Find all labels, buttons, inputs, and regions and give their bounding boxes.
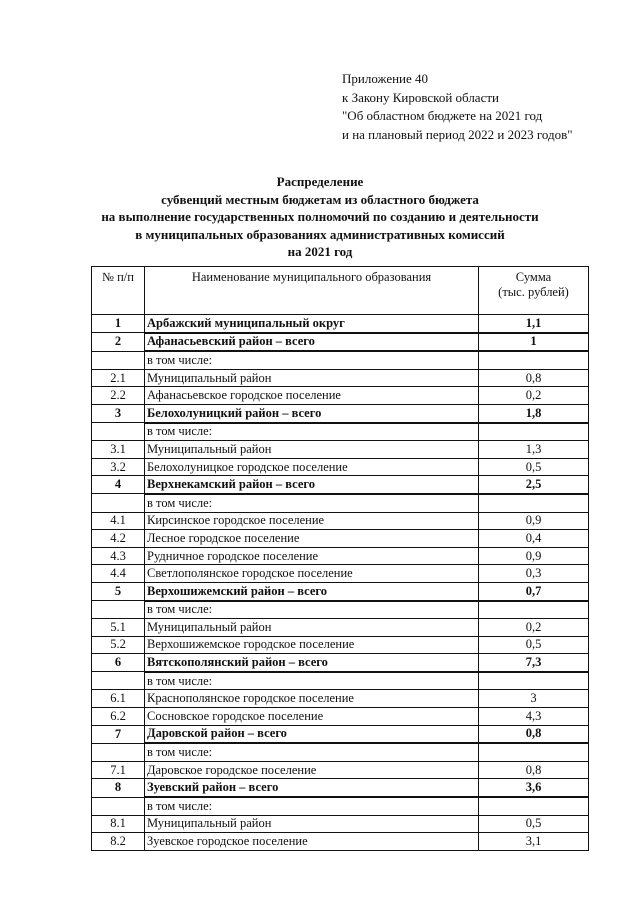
row-name: в том числе: — [145, 672, 479, 690]
row-number: 6.1 — [92, 690, 145, 708]
row-name: Сосновское городское поселение — [145, 708, 479, 726]
row-number: 4.4 — [92, 565, 145, 583]
row-name: Афанасьевский район – всего — [145, 333, 479, 352]
row-sum: 0,5 — [479, 458, 589, 476]
table-row — [92, 761, 589, 779]
title-line: Распределение — [276, 174, 364, 189]
row-name: Даровское городское поселение — [145, 761, 479, 779]
table-row — [92, 743, 589, 761]
row-number: 3 — [92, 404, 145, 422]
row-sum: 0,2 — [479, 619, 589, 637]
row-name: Зуевское городское поселение — [145, 833, 479, 851]
row-sum — [479, 672, 589, 690]
row-name: Светлополянское городское поселение — [145, 565, 479, 583]
row-number — [92, 797, 145, 815]
row-number — [92, 672, 145, 690]
row-name: Вятскополянский район – всего — [145, 654, 479, 672]
row-name: в том числе: — [145, 423, 479, 441]
row-sum: 3,1 — [479, 833, 589, 851]
table-row — [92, 476, 589, 494]
row-number: 8 — [92, 779, 145, 797]
row-name: Рудничное городское поселение — [145, 547, 479, 565]
row-number: 8.2 — [92, 833, 145, 851]
table-row — [92, 725, 589, 743]
header-sum — [479, 267, 589, 315]
row-number — [92, 351, 145, 369]
row-number: 8.1 — [92, 815, 145, 833]
table-row — [92, 708, 589, 726]
row-name: Муниципальный район — [145, 619, 479, 637]
table-row — [92, 369, 589, 387]
row-number: 2 — [92, 333, 145, 352]
row-sum: 0,7 — [479, 582, 589, 600]
row-number: 3.2 — [92, 458, 145, 476]
table-row — [92, 654, 589, 672]
row-name: Муниципальный район — [145, 369, 479, 387]
table-row — [92, 458, 589, 476]
table-row — [92, 582, 589, 600]
row-number: 4.1 — [92, 512, 145, 530]
table-row — [92, 636, 589, 654]
annex-reference — [342, 70, 573, 144]
title-line: на 2021 год — [287, 244, 353, 259]
row-number: 4 — [92, 476, 145, 494]
row-name: Кирсинское городское поселение — [145, 512, 479, 530]
table-row — [92, 833, 589, 851]
row-sum: 1 — [479, 333, 589, 352]
table-row — [92, 315, 589, 333]
table-row — [92, 565, 589, 583]
distribution-table — [91, 266, 589, 851]
annex-line: и на плановый период 2022 и 2023 годов" — [342, 126, 573, 142]
row-sum — [479, 423, 589, 441]
row-sum: 0,8 — [479, 761, 589, 779]
row-number: 3.1 — [92, 441, 145, 459]
row-sum: 7,3 — [479, 654, 589, 672]
row-sum: 1,8 — [479, 404, 589, 422]
row-name: в том числе: — [145, 797, 479, 815]
row-name: Белохолуницкое городское поселение — [145, 458, 479, 476]
row-number: 5.2 — [92, 636, 145, 654]
row-number — [92, 494, 145, 512]
table-header-row — [92, 267, 589, 315]
row-name: Верхошижемское городское поселение — [145, 636, 479, 654]
annex-line: Приложение 40 — [342, 71, 429, 86]
table-row — [92, 512, 589, 530]
row-sum: 0,4 — [479, 530, 589, 548]
row-name: в том числе: — [145, 601, 479, 619]
table-body — [92, 315, 589, 851]
table-row — [92, 690, 589, 708]
row-sum — [479, 601, 589, 619]
row-number: 4.2 — [92, 530, 145, 548]
annex-line: "Об областном бюджете на 2021 год — [342, 108, 543, 123]
row-number: 6.2 — [92, 708, 145, 726]
row-number: 7 — [92, 725, 145, 743]
row-sum: 0,5 — [479, 815, 589, 833]
row-sum — [479, 797, 589, 815]
row-sum: 3,6 — [479, 779, 589, 797]
row-number: 2.2 — [92, 387, 145, 405]
header-name: Наименование муниципального образования — [145, 267, 479, 315]
row-sum: 2,5 — [479, 476, 589, 494]
row-sum: 0,5 — [479, 636, 589, 654]
row-number: 5 — [92, 582, 145, 600]
row-number: 4.3 — [92, 547, 145, 565]
row-number: 1 — [92, 315, 145, 333]
row-name: Белохолуницкий район – всего — [145, 404, 479, 422]
row-name: Арбажский муниципальный округ — [145, 315, 479, 333]
table-row — [92, 547, 589, 565]
table-row — [92, 423, 589, 441]
row-sum: 0,2 — [479, 387, 589, 405]
row-sum: 1,3 — [479, 441, 589, 459]
header-sum-line: Сумма — [515, 270, 552, 284]
title-line: субвенций местным бюджетам из областного бюджета — [161, 191, 479, 207]
row-number — [92, 743, 145, 761]
row-sum: 0,3 — [479, 565, 589, 583]
row-sum — [479, 351, 589, 369]
row-number: 5.1 — [92, 619, 145, 637]
row-name: Верхнекамский район – всего — [145, 476, 479, 494]
header-number: № п/п — [92, 267, 145, 315]
row-number: 7.1 — [92, 761, 145, 779]
row-number: 2.1 — [92, 369, 145, 387]
row-name: в том числе: — [145, 494, 479, 512]
row-sum: 0,9 — [479, 547, 589, 565]
row-name: Афанасьевское городское поселение — [145, 387, 479, 405]
row-number: 6 — [92, 654, 145, 672]
table-row — [92, 404, 589, 422]
title-line: на выполнение государственных полномочий по созданию и деятельности — [101, 209, 539, 224]
row-sum: 4,3 — [479, 708, 589, 726]
table-row — [92, 530, 589, 548]
table-row — [92, 779, 589, 797]
table-row — [92, 494, 589, 512]
row-number — [92, 601, 145, 619]
row-name: Даровской район – всего — [145, 725, 479, 743]
row-sum: 1,1 — [479, 315, 589, 333]
row-sum: 0,9 — [479, 512, 589, 530]
row-name: Зуевский район – всего — [145, 779, 479, 797]
row-name: Краснополянское городское поселение — [145, 690, 479, 708]
table-row — [92, 619, 589, 637]
table-row — [92, 387, 589, 405]
table-row — [92, 797, 589, 815]
row-name: Муниципальный район — [145, 441, 479, 459]
row-number — [92, 423, 145, 441]
table-row — [92, 672, 589, 690]
row-name: Муниципальный район — [145, 815, 479, 833]
table-row — [92, 815, 589, 833]
row-sum — [479, 743, 589, 761]
table-row — [92, 351, 589, 369]
table-row — [92, 441, 589, 459]
row-sum: 3 — [479, 690, 589, 708]
title-line: в муниципальных образованиях административных комиссий — [135, 226, 505, 242]
row-sum — [479, 494, 589, 512]
row-name: Верхошижемский район – всего — [145, 582, 479, 600]
row-sum: 0,8 — [479, 369, 589, 387]
table-row — [92, 333, 589, 352]
annex-line: к Закону Кировской области — [342, 89, 499, 105]
row-name: Лесное городское поселение — [145, 530, 479, 548]
row-name: в том числе: — [145, 743, 479, 761]
table-row — [92, 601, 589, 619]
header-sum-unit: (тыс. рублей) — [498, 285, 569, 299]
row-sum: 0,8 — [479, 725, 589, 743]
document-title — [0, 173, 640, 261]
row-name: в том числе: — [145, 351, 479, 369]
